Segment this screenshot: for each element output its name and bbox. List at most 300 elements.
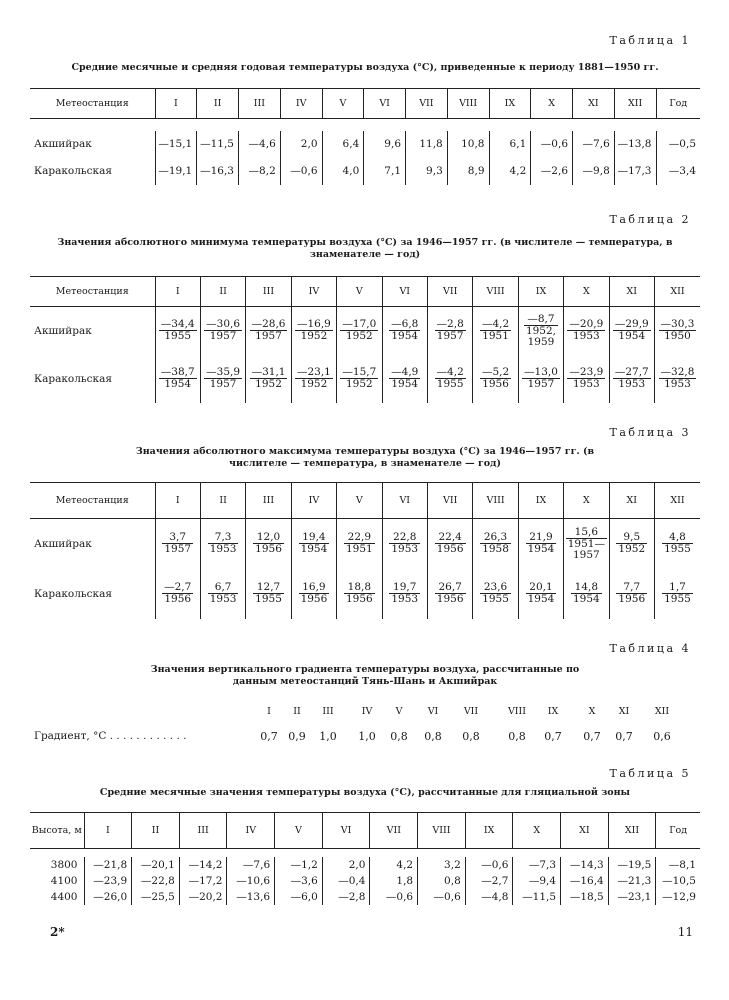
temperature-numerator: 3,7 bbox=[162, 532, 193, 544]
year-denominator: 1953 bbox=[209, 593, 237, 605]
station-name: Каракольская bbox=[34, 165, 112, 177]
year-denominator: 1956 bbox=[618, 593, 646, 605]
fraction bbox=[159, 367, 197, 390]
column-header: XII bbox=[654, 483, 700, 519]
column-header: IV bbox=[280, 89, 322, 119]
fraction bbox=[299, 532, 330, 555]
fraction bbox=[344, 582, 375, 605]
fraction bbox=[616, 532, 647, 555]
fraction-cell bbox=[427, 519, 472, 569]
column-header: IX bbox=[489, 89, 531, 119]
height-label: 4400 bbox=[50, 890, 78, 903]
column-header: III bbox=[179, 813, 227, 849]
value-cell: —8,2 bbox=[239, 158, 281, 185]
table-row bbox=[30, 355, 700, 403]
month-header: IX bbox=[547, 706, 559, 717]
value-cell: —19,5 bbox=[608, 857, 656, 873]
column-header: X bbox=[564, 277, 609, 307]
year-denominator: 1958 bbox=[482, 543, 509, 556]
value-cell: 11,8 bbox=[406, 131, 448, 158]
column-header: IX bbox=[465, 813, 513, 849]
gradient-value: 0,8 bbox=[462, 730, 480, 743]
value-cell: 3,2 bbox=[418, 857, 466, 873]
fraction-cell bbox=[473, 307, 518, 355]
fraction-cell bbox=[246, 355, 291, 403]
fraction bbox=[526, 582, 557, 605]
temperature-numerator: 4,8 bbox=[662, 532, 693, 544]
temperature-numerator: —23,1 bbox=[296, 366, 331, 378]
column-header: XI bbox=[561, 813, 609, 849]
gradient-value: 0,7 bbox=[260, 730, 278, 743]
fraction bbox=[389, 582, 420, 605]
table3-number: Таблица 3 bbox=[609, 426, 691, 439]
station-name: Каракольская bbox=[34, 372, 112, 385]
table1-number: Таблица 1 bbox=[609, 34, 691, 47]
temperature-numerator: —6,8 bbox=[391, 318, 419, 331]
fraction-cell bbox=[564, 307, 609, 355]
gradient-value: 0,9 bbox=[288, 730, 306, 743]
temperature-numerator: 19,7 bbox=[389, 582, 420, 594]
year-denominator: 1957 bbox=[527, 378, 555, 390]
year-denominator: 1954 bbox=[391, 330, 419, 343]
gradient-value: 1,0 bbox=[319, 730, 337, 743]
gradient-value: 0,8 bbox=[390, 730, 408, 743]
fraction bbox=[295, 319, 333, 342]
value-cell: —16,3 bbox=[197, 158, 239, 185]
value-cell: 8,9 bbox=[447, 158, 489, 185]
value-cell: —4,6 bbox=[239, 131, 281, 158]
value-cell: —8,1 bbox=[656, 857, 700, 873]
fraction bbox=[389, 367, 420, 390]
column-header: II bbox=[200, 483, 245, 519]
year-denominator: 1953 bbox=[573, 378, 600, 390]
column-header: Метеостанция bbox=[30, 89, 155, 119]
temperature-numerator: —38,7 bbox=[160, 366, 195, 378]
value-cell: —1,2 bbox=[275, 857, 323, 873]
value-cell: 9,3 bbox=[406, 158, 448, 185]
fraction bbox=[524, 314, 558, 348]
value-cell: —16,4 bbox=[561, 873, 609, 889]
value-cell: —7,6 bbox=[573, 131, 615, 158]
fraction bbox=[340, 367, 378, 390]
year-denominator: 1957 bbox=[209, 378, 237, 390]
column-header: XI bbox=[573, 89, 615, 119]
temperature-numerator: 21,9 bbox=[526, 532, 557, 544]
value-cell: —2,6 bbox=[531, 158, 573, 185]
value-cell: —17,3 bbox=[614, 158, 656, 185]
column-header: IV bbox=[291, 483, 336, 519]
fraction-cell bbox=[654, 569, 700, 619]
column-header: Высота, м bbox=[30, 813, 84, 849]
value-cell: 4,2 bbox=[489, 158, 531, 185]
column-header: VI bbox=[382, 277, 427, 307]
table1-title: Средние месячные и средняя годовая температуры воздуха (°С), приведенные к периоду 1881—1950 гг. bbox=[71, 62, 659, 73]
year-denominator: 1955 bbox=[482, 593, 509, 605]
table-row bbox=[30, 307, 700, 355]
year-denominator: 1954 bbox=[527, 543, 555, 556]
height-label: 4100 bbox=[50, 874, 78, 887]
table-row bbox=[30, 158, 700, 185]
value-cell: —0,6 bbox=[418, 889, 466, 905]
temperature-numerator: 7,3 bbox=[208, 532, 239, 544]
year-denominator: 1950 bbox=[664, 330, 691, 343]
gradient-value: 0,8 bbox=[424, 730, 442, 743]
table5-title: Средние месячные значения температуры воздуха (°С), рассчитанные для гляциальной зоны bbox=[99, 787, 631, 798]
month-header: XII bbox=[654, 706, 670, 717]
gradient-label: Градиент, °С . . . . . . . . . . . . bbox=[34, 730, 187, 742]
year-denominator: 1952 bbox=[255, 378, 282, 390]
year-denominator: 1956 bbox=[436, 593, 464, 605]
year-denominator: 1955 bbox=[164, 330, 192, 343]
year-denominator: 1954 bbox=[527, 593, 555, 605]
value-cell: 4,0 bbox=[322, 158, 364, 185]
year-denominator: 1955 bbox=[664, 543, 691, 556]
temperature-numerator: 18,8 bbox=[344, 582, 375, 594]
year-denominator-continued: 1959 bbox=[527, 335, 555, 348]
column-header: VII bbox=[370, 813, 418, 849]
fraction-cell bbox=[337, 355, 382, 403]
temperature-numerator: —4,9 bbox=[391, 366, 419, 378]
station-name: Каракольская bbox=[34, 587, 112, 600]
fraction-cell bbox=[155, 307, 200, 355]
temperature-numerator: 22,4 bbox=[435, 532, 466, 544]
column-header: Год bbox=[656, 813, 700, 849]
year-denominator: 1954 bbox=[164, 378, 192, 390]
column-header: XI bbox=[609, 277, 654, 307]
fraction bbox=[435, 532, 466, 555]
fraction bbox=[613, 367, 651, 390]
column-header: V bbox=[275, 813, 323, 849]
year-denominator: 1951 bbox=[482, 330, 509, 343]
column-header: II bbox=[197, 89, 239, 119]
temperature-numerator: 22,9 bbox=[344, 532, 375, 544]
column-header: IX bbox=[518, 483, 563, 519]
value-cell: —2,8 bbox=[322, 889, 370, 905]
temperature-numerator: 26,3 bbox=[480, 532, 511, 544]
table-row bbox=[30, 519, 700, 569]
month-header: X bbox=[588, 706, 596, 717]
column-header: III bbox=[246, 483, 291, 519]
fraction-cell bbox=[518, 519, 563, 569]
value-cell: —13,8 bbox=[614, 131, 656, 158]
column-header: XII bbox=[614, 89, 656, 119]
column-header: Метеостанция bbox=[30, 277, 155, 307]
value-cell: —11,5 bbox=[197, 131, 239, 158]
fraction bbox=[340, 319, 378, 342]
value-cell: —22,8 bbox=[132, 873, 180, 889]
fraction bbox=[571, 582, 602, 605]
temperature-numerator: —29,9 bbox=[614, 318, 649, 331]
gradient-value: 1,0 bbox=[358, 730, 376, 743]
value-cell: —25,5 bbox=[132, 889, 180, 905]
fraction bbox=[567, 319, 605, 342]
table-header-row bbox=[30, 813, 700, 849]
temperature-numerator: —4,2 bbox=[436, 366, 464, 378]
year-denominator: 1952 bbox=[300, 378, 328, 390]
temperature-numerator: —30,6 bbox=[206, 318, 241, 331]
temperature-numerator: 26,7 bbox=[435, 582, 466, 594]
fraction-cell bbox=[246, 519, 291, 569]
column-header: IV bbox=[291, 277, 336, 307]
column-header: III bbox=[246, 277, 291, 307]
table3-title: Значения абсолютного максимума температуры воздуха (°С) за 1946—1957 гг. (в числителе — температура, в знаменателе — год) bbox=[135, 446, 595, 469]
year-denominator: 1954 bbox=[573, 593, 600, 605]
month-header: VIII bbox=[507, 706, 527, 717]
year-denominator: 1951— bbox=[567, 537, 605, 550]
value-cell: —0,4 bbox=[322, 873, 370, 889]
value-cell: —21,8 bbox=[84, 857, 132, 873]
fraction-cell bbox=[427, 569, 472, 619]
temperature-numerator: —28,6 bbox=[251, 318, 286, 331]
temperature-numerator: —16,9 bbox=[296, 318, 331, 331]
value-cell: —4,8 bbox=[465, 889, 513, 905]
fraction-cell bbox=[200, 569, 245, 619]
height-label: 3800 bbox=[50, 858, 78, 871]
value-cell: 0,8 bbox=[418, 873, 466, 889]
value-cell: 9,6 bbox=[364, 131, 406, 158]
temperature-numerator: —23,9 bbox=[569, 366, 604, 378]
table-header-row bbox=[30, 483, 700, 519]
temperature-numerator: —27,7 bbox=[614, 366, 649, 378]
value-cell: —14,2 bbox=[179, 857, 227, 873]
table-row bbox=[30, 857, 700, 873]
column-header: V bbox=[337, 483, 382, 519]
table-row bbox=[30, 889, 700, 905]
value-cell: —0,6 bbox=[465, 857, 513, 873]
gradient-value: 0,6 bbox=[653, 730, 671, 743]
temperature-numerator: —13,0 bbox=[524, 366, 558, 378]
fraction bbox=[204, 319, 242, 342]
fraction bbox=[253, 582, 284, 605]
fraction-cell bbox=[427, 307, 472, 355]
temperature-numerator: —35,9 bbox=[206, 366, 241, 378]
column-header: I bbox=[155, 89, 197, 119]
value-cell: —9,4 bbox=[513, 873, 561, 889]
fraction bbox=[299, 582, 330, 605]
column-header: VIII bbox=[447, 89, 489, 119]
fraction bbox=[159, 319, 197, 342]
table-row bbox=[30, 131, 700, 158]
fraction bbox=[480, 367, 511, 390]
temperature-numerator: —31,1 bbox=[251, 366, 286, 378]
value-cell: 7,1 bbox=[364, 158, 406, 185]
month-header: V bbox=[395, 706, 403, 717]
column-header: I bbox=[155, 277, 200, 307]
fraction-cell bbox=[382, 355, 427, 403]
value-cell: —0,5 bbox=[656, 131, 700, 158]
temperature-numerator: 12,0 bbox=[253, 532, 284, 544]
fraction-cell bbox=[473, 569, 518, 619]
fraction bbox=[566, 527, 607, 561]
temperature-numerator: 16,9 bbox=[299, 582, 330, 594]
fraction-cell bbox=[564, 519, 609, 569]
fraction-cell bbox=[382, 519, 427, 569]
fraction-cell bbox=[609, 355, 654, 403]
value-cell: 10,8 bbox=[447, 131, 489, 158]
year-denominator: 1955 bbox=[255, 593, 282, 605]
value-cell: 6,4 bbox=[322, 131, 364, 158]
value-cell: —23,9 bbox=[84, 873, 132, 889]
year-denominator: 1957 bbox=[209, 330, 237, 343]
column-header: VII bbox=[406, 89, 448, 119]
month-header: VI bbox=[427, 706, 439, 717]
temperature-numerator: —8,7 bbox=[524, 314, 558, 326]
year-denominator: 1953 bbox=[391, 593, 419, 605]
gradient-value: 0,7 bbox=[583, 730, 601, 743]
value-cell: —2,7 bbox=[465, 873, 513, 889]
year-denominator: 1953 bbox=[664, 378, 691, 390]
table-header-row bbox=[30, 277, 700, 307]
column-header: V bbox=[337, 277, 382, 307]
column-header: V bbox=[322, 89, 364, 119]
signature-mark: 2* bbox=[50, 925, 65, 939]
fraction bbox=[435, 367, 466, 390]
fraction bbox=[253, 532, 284, 555]
fraction-cell bbox=[200, 519, 245, 569]
column-header: X bbox=[531, 89, 573, 119]
fraction bbox=[480, 532, 511, 555]
table3 bbox=[30, 482, 700, 619]
fraction bbox=[162, 532, 193, 555]
year-denominator: 1953 bbox=[573, 330, 600, 343]
fraction bbox=[435, 319, 466, 342]
table-header-row bbox=[30, 89, 700, 119]
fraction-cell bbox=[291, 355, 336, 403]
fraction bbox=[616, 582, 647, 605]
fraction bbox=[389, 532, 420, 555]
value-cell: —19,1 bbox=[155, 158, 197, 185]
fraction bbox=[344, 532, 375, 555]
year-denominator: 1956 bbox=[482, 378, 509, 390]
temperature-numerator: 20,1 bbox=[526, 582, 557, 594]
fraction bbox=[659, 319, 697, 342]
column-header: II bbox=[200, 277, 245, 307]
column-header: VIII bbox=[473, 277, 518, 307]
year-denominator: 1957 bbox=[255, 330, 282, 343]
fraction-cell bbox=[564, 569, 609, 619]
value-cell: —10,5 bbox=[656, 873, 700, 889]
temperature-numerator: 7,7 bbox=[616, 582, 647, 594]
year-denominator: 1952 bbox=[345, 378, 373, 390]
temperature-numerator: —34,4 bbox=[160, 318, 195, 331]
year-denominator: 1956 bbox=[300, 593, 328, 605]
fraction-cell bbox=[337, 307, 382, 355]
column-header: IX bbox=[518, 277, 563, 307]
year-denominator: 1952 bbox=[300, 330, 328, 343]
fraction bbox=[662, 582, 693, 605]
value-cell: —3,6 bbox=[275, 873, 323, 889]
gradient-value: 0,8 bbox=[508, 730, 526, 743]
year-denominator: 1954 bbox=[618, 330, 646, 343]
fraction bbox=[389, 319, 420, 342]
year-denominator: 1952 bbox=[345, 330, 373, 343]
column-header: X bbox=[564, 483, 609, 519]
column-header: III bbox=[239, 89, 281, 119]
temperature-numerator: 1,7 bbox=[662, 582, 693, 594]
value-cell: —0,6 bbox=[370, 889, 418, 905]
month-header: IV bbox=[361, 706, 373, 717]
fraction bbox=[526, 532, 557, 555]
value-cell: —7,3 bbox=[513, 857, 561, 873]
year-denominator: 1956 bbox=[436, 543, 464, 556]
fraction bbox=[522, 367, 560, 390]
table4-title: Значения вертикального градиента температуры воздуха, рассчитанные по данным метеостанций Тянь-Шань и Акшийрак bbox=[150, 664, 580, 687]
fraction-cell bbox=[337, 519, 382, 569]
temperature-numerator: —30,3 bbox=[660, 318, 695, 331]
value-cell: —21,3 bbox=[608, 873, 656, 889]
year-denominator: 1954 bbox=[391, 378, 419, 390]
fraction-cell bbox=[609, 307, 654, 355]
value-cell: —9,8 bbox=[573, 158, 615, 185]
month-header: VII bbox=[463, 706, 479, 717]
temperature-numerator: 22,8 bbox=[389, 532, 420, 544]
fraction bbox=[295, 367, 333, 390]
table1 bbox=[30, 88, 700, 191]
column-header: VIII bbox=[418, 813, 466, 849]
year-denominator: 1953 bbox=[618, 378, 646, 390]
temperature-numerator: —20,9 bbox=[569, 318, 604, 331]
column-header: I bbox=[155, 483, 200, 519]
fraction bbox=[613, 319, 651, 342]
temperature-numerator: —2,8 bbox=[436, 318, 464, 331]
value-cell: —20,1 bbox=[132, 857, 180, 873]
fraction bbox=[162, 582, 193, 605]
year-denominator: 1956 bbox=[255, 543, 282, 556]
fraction bbox=[480, 582, 511, 605]
fraction bbox=[662, 532, 693, 555]
gradient-value: 0,7 bbox=[615, 730, 633, 743]
year-denominator: 1955 bbox=[436, 378, 464, 390]
temperature-numerator: 9,5 bbox=[616, 532, 647, 544]
value-cell: —13,6 bbox=[227, 889, 275, 905]
temperature-numerator: 6,7 bbox=[208, 582, 239, 594]
value-cell: 2,0 bbox=[280, 131, 322, 158]
value-cell: —0,6 bbox=[280, 158, 322, 185]
fraction bbox=[567, 367, 605, 390]
year-denominator: 1957 bbox=[164, 543, 192, 556]
value-cell: —10,6 bbox=[227, 873, 275, 889]
fraction-cell bbox=[654, 355, 700, 403]
fraction bbox=[480, 319, 511, 342]
fraction-cell bbox=[382, 307, 427, 355]
column-header: VIII bbox=[473, 483, 518, 519]
year-denominator: 1951 bbox=[345, 543, 373, 556]
table4-number: Таблица 4 bbox=[609, 642, 691, 655]
year-denominator: 1953 bbox=[391, 543, 419, 556]
column-header: VI bbox=[322, 813, 370, 849]
value-cell: —6,0 bbox=[275, 889, 323, 905]
temperature-numerator: —4,2 bbox=[481, 318, 510, 331]
temperature-numerator: —2,7 bbox=[164, 581, 192, 593]
gradient-value: 0,7 bbox=[544, 730, 562, 743]
value-cell: 6,1 bbox=[489, 131, 531, 158]
column-header: VII bbox=[427, 483, 472, 519]
value-cell: 4,2 bbox=[370, 857, 418, 873]
temperature-numerator: 14,8 bbox=[571, 582, 602, 594]
table5-number: Таблица 5 bbox=[609, 767, 691, 780]
fraction-cell bbox=[291, 519, 336, 569]
fraction bbox=[204, 367, 242, 390]
value-cell: —23,1 bbox=[608, 889, 656, 905]
column-header: XI bbox=[609, 483, 654, 519]
month-header: XI bbox=[618, 706, 630, 717]
fraction bbox=[250, 319, 288, 342]
column-header: XII bbox=[654, 277, 700, 307]
value-cell: —15,1 bbox=[155, 131, 197, 158]
temperature-numerator: —17,0 bbox=[342, 318, 377, 331]
column-header: VI bbox=[364, 89, 406, 119]
column-header: XII bbox=[608, 813, 656, 849]
